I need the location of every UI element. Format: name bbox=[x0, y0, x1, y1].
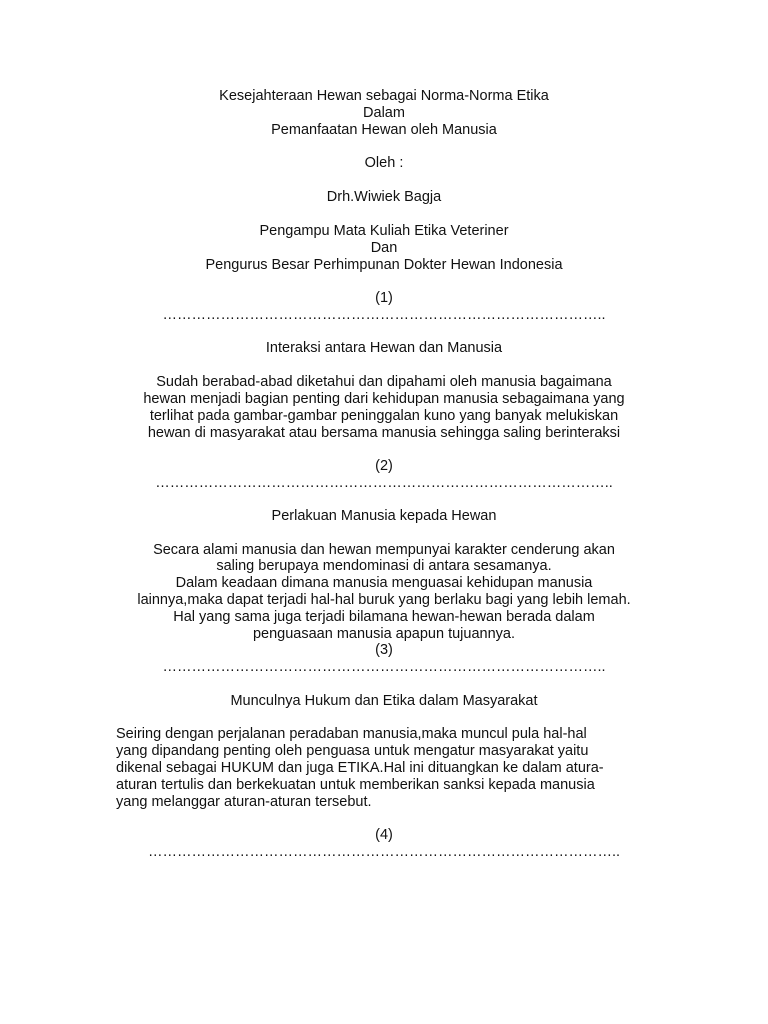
paragraph-line: Dalam keadaan dimana manusia menguasai kehidupan manusia bbox=[175, 575, 593, 591]
author-name: Drh.Wiwiek Bagja bbox=[326, 189, 442, 205]
paragraph-line: dikenal sebagai HUKUM dan juga ETIKA.Hal ini dituangkan ke dalam atura- bbox=[116, 760, 604, 776]
paragraph-line: Seiring dengan perjalanan peradaban manusia,maka muncul pula hal-hal bbox=[116, 726, 587, 742]
dotted-separator: ………………………………………………………………………………….. bbox=[155, 475, 613, 491]
section-heading: Munculnya Hukum dan Etika dalam Masyarakat bbox=[230, 693, 538, 709]
title-line-3: Pemanfaatan Hewan oleh Manusia bbox=[271, 122, 497, 138]
section-heading: Perlakuan Manusia kepada Hewan bbox=[271, 508, 497, 524]
oleh-label: Oleh : bbox=[364, 155, 404, 171]
paragraph-line: yang melanggar aturan-aturan tersebut. bbox=[116, 794, 372, 810]
paragraph-line: lainnya,maka dapat terjadi hal-hal buruk yang berlaku bagi yang lebih lemah. bbox=[137, 592, 631, 608]
paragraph-line: penguasaan manusia apapun tujuannya. bbox=[252, 626, 516, 642]
paragraph-line: hewan menjadi bagian penting dari kehidupan manusia sebagaimana yang bbox=[143, 391, 625, 407]
paragraph-line: yang dipandang penting oleh penguasa untuk mengatur masyarakat yaitu bbox=[116, 743, 589, 759]
paragraph-line: terlihat pada gambar-gambar peninggalan kuno yang banyak melukiskan bbox=[149, 408, 619, 424]
paragraph-line: saling berupaya mendominasi di antara sesamanya. bbox=[216, 558, 552, 574]
section-number: (3) bbox=[375, 642, 393, 658]
paragraph-line: aturan tertulis dan berkekuatan untuk memberikan sanksi kepada manusia bbox=[116, 777, 595, 793]
paragraph-line: Hal yang sama juga terjadi bilamana hewan-hewan berada dalam bbox=[173, 609, 595, 625]
author-role-2: Pengurus Besar Perhimpunan Dokter Hewan Indonesia bbox=[205, 257, 563, 273]
title-line-2: Dalam bbox=[363, 105, 405, 121]
dotted-separator: ……………………………………………………………………………….. bbox=[162, 307, 606, 323]
section-number: (2) bbox=[375, 458, 393, 474]
section-number: (1) bbox=[375, 290, 393, 306]
section-heading: Interaksi antara Hewan dan Manusia bbox=[265, 340, 503, 356]
dotted-separator: …………………………………………………………………………………….. bbox=[147, 844, 621, 860]
section-number: (4) bbox=[375, 827, 393, 843]
title-line-1: Kesejahteraan Hewan sebagai Norma-Norma Etika bbox=[219, 88, 549, 104]
paragraph-line: hewan di masyarakat atau bersama manusia sehingga saling berinteraksi bbox=[147, 425, 621, 441]
author-role-and: Dan bbox=[370, 240, 398, 256]
paragraph-line: Secara alami manusia dan hewan mempunyai karakter cenderung akan bbox=[153, 542, 615, 558]
paragraph-line: Sudah berabad-abad diketahui dan dipahami oleh manusia bagaimana bbox=[156, 374, 612, 390]
author-role-1: Pengampu Mata Kuliah Etika Veteriner bbox=[259, 223, 509, 239]
dotted-separator: ……………………………………………………………………………….. bbox=[162, 659, 606, 675]
